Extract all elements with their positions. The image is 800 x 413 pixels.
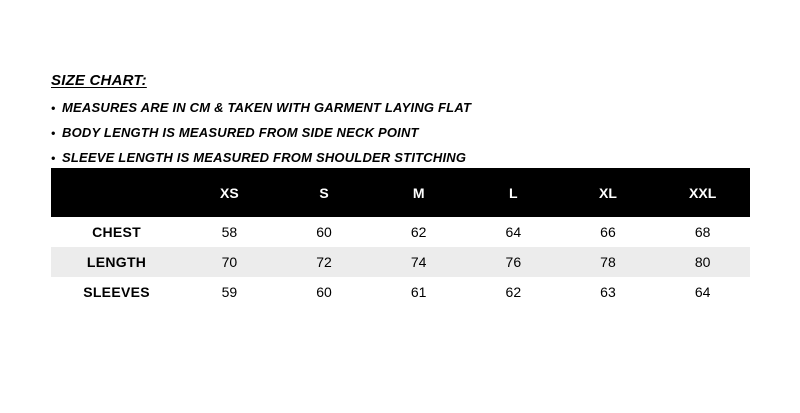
- cell-sleeves-xs: 59: [182, 277, 277, 307]
- cell-sleeves-s: 60: [277, 277, 372, 307]
- table-row: [51, 277, 750, 307]
- note-text: MEASURES ARE IN CM & TAKEN WITH GARMENT LAYING FLAT: [62, 100, 472, 115]
- cell-length-l: 76: [466, 247, 561, 277]
- table-header-row: [51, 168, 750, 217]
- column-header-s: S: [277, 168, 372, 217]
- table-body: [51, 217, 750, 307]
- column-header-xl: XL: [561, 168, 656, 217]
- cell-chest-xl: 66: [561, 217, 656, 247]
- cell-length-m: 74: [371, 247, 466, 277]
- table-corner-cell: [51, 168, 182, 217]
- table-row: [51, 217, 750, 247]
- list-item: [51, 100, 741, 115]
- cell-length-xxl: 80: [655, 247, 750, 277]
- row-label-chest: CHEST: [51, 217, 182, 247]
- row-label-sleeves: SLEEVES: [51, 277, 182, 307]
- cell-sleeves-xxl: 64: [655, 277, 750, 307]
- column-header-l: L: [466, 168, 561, 217]
- column-header-xs: XS: [182, 168, 277, 217]
- row-label-length: LENGTH: [51, 247, 182, 277]
- column-header-xxl: XXL: [655, 168, 750, 217]
- cell-length-xl: 78: [561, 247, 656, 277]
- cell-chest-l: 64: [466, 217, 561, 247]
- cell-sleeves-xl: 63: [561, 277, 656, 307]
- note-text: SLEEVE LENGTH IS MEASURED FROM SHOULDER STITCHING: [62, 150, 467, 165]
- cell-length-xs: 70: [182, 247, 277, 277]
- note-text: BODY LENGTH IS MEASURED FROM SIDE NECK POINT: [62, 125, 419, 140]
- table-header: [51, 168, 750, 217]
- column-header-m: M: [371, 168, 466, 217]
- cell-chest-xxl: 68: [655, 217, 750, 247]
- cell-chest-m: 62: [371, 217, 466, 247]
- bullet-icon: •: [51, 126, 56, 140]
- cell-chest-xs: 58: [182, 217, 277, 247]
- list-item: [51, 150, 741, 165]
- bullet-icon: •: [51, 151, 56, 165]
- page-title: SIZE CHART:: [51, 72, 147, 89]
- cell-sleeves-l: 62: [466, 277, 561, 307]
- bullet-icon: •: [51, 101, 56, 115]
- notes-list: [51, 100, 741, 175]
- cell-chest-s: 60: [277, 217, 372, 247]
- size-chart-table: [51, 168, 750, 307]
- list-item: [51, 125, 741, 140]
- cell-length-s: 72: [277, 247, 372, 277]
- table-row: [51, 247, 750, 277]
- cell-sleeves-m: 61: [371, 277, 466, 307]
